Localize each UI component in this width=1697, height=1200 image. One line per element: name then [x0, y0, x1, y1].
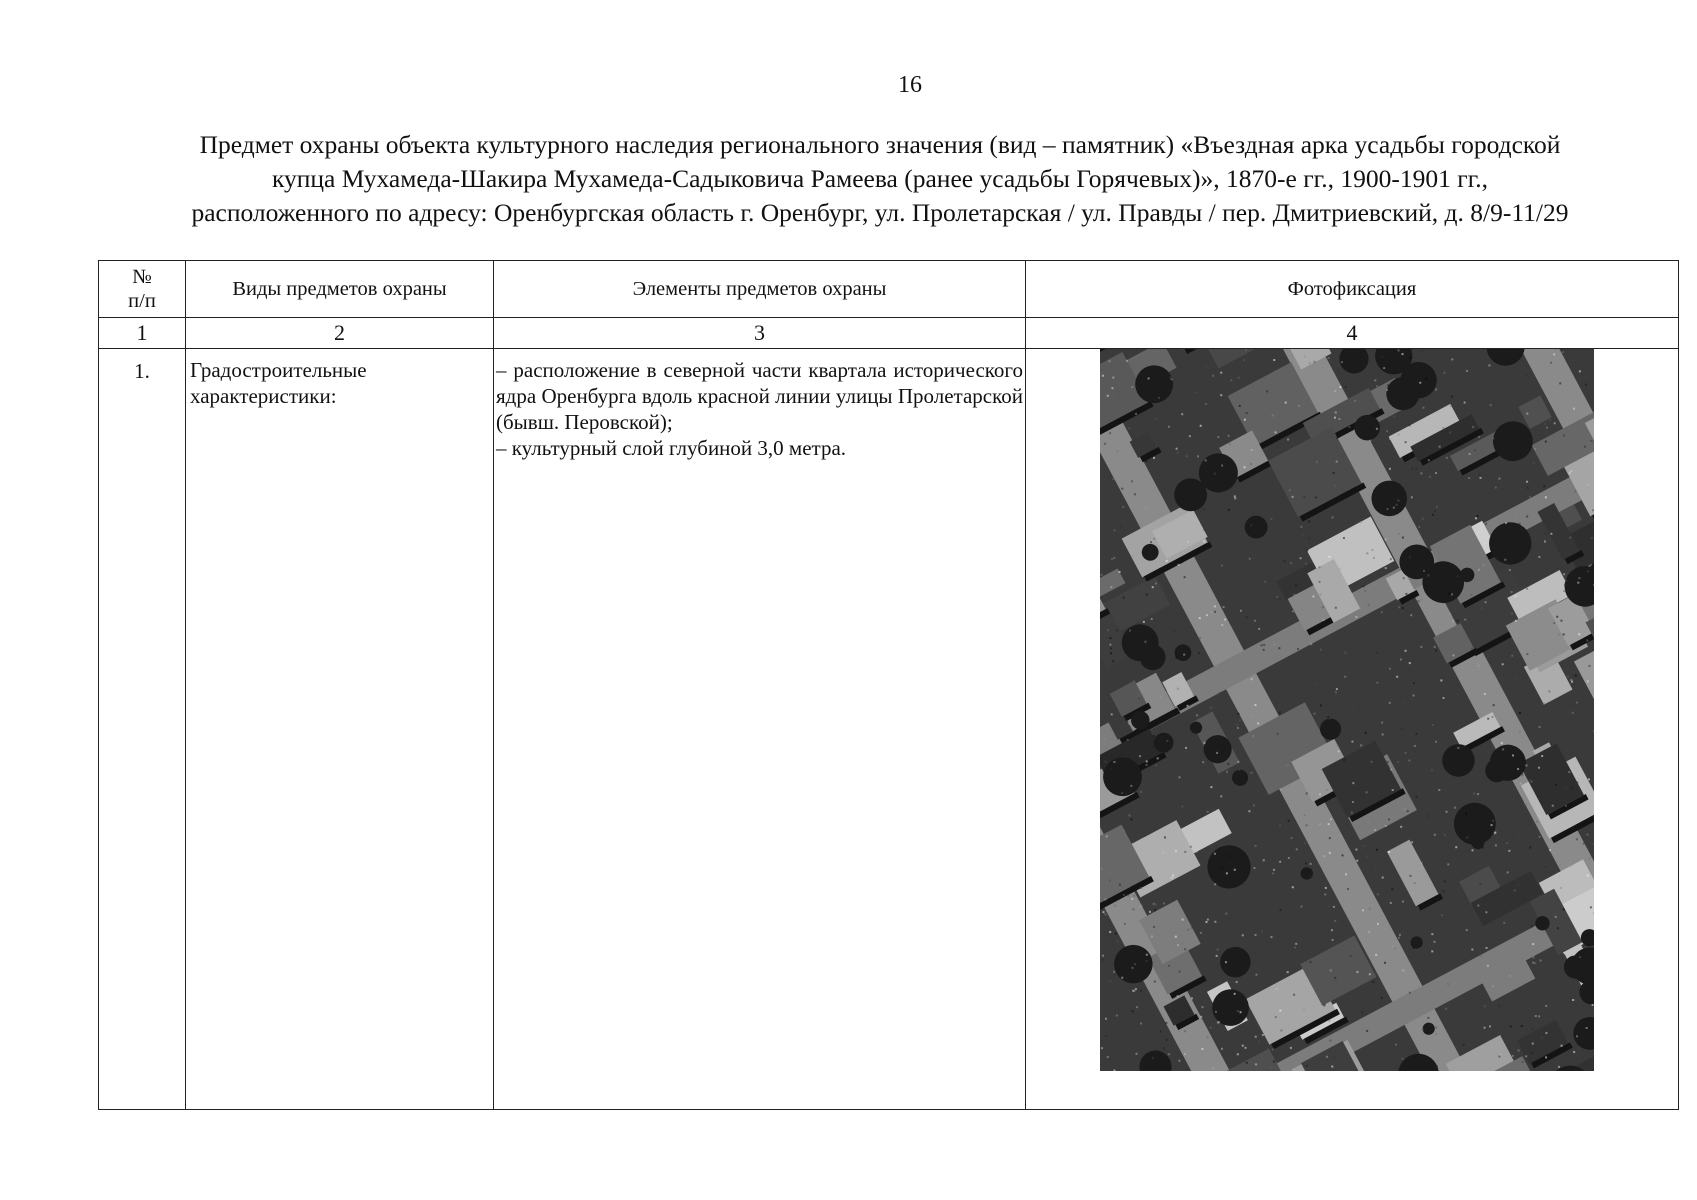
header-elements: Элементы предметов охраны	[494, 261, 1026, 318]
protection-elements	[494, 349, 1026, 1110]
table-row	[99, 349, 1679, 1110]
column-number-row	[99, 318, 1679, 349]
page-number: 16	[898, 72, 922, 98]
aerial-photo	[1100, 349, 1594, 1071]
column-number: 3	[494, 318, 1026, 349]
column-number: 4	[1026, 318, 1679, 349]
title-line-3: расположенного по адресу: Оренбургская область г. Оренбург, ул. Пролетарская / ул. Правды / пер. Дмитриевский, д. 8/9-11/29	[191, 198, 1569, 227]
header-number: № п/п	[99, 261, 186, 318]
row-number: 1.	[99, 349, 186, 1110]
header-photo: Фотофиксация	[1026, 261, 1679, 318]
title-line-2: купца Мухамеда-Шакира Мухамеда-Садыковича Рамеева (ранее усадьбы Горячевых)», 1870-е гг., 1900-1901 гг.,	[271, 164, 1489, 193]
element-item: – расположение в северной части квартала исторического ядра Оренбурга вдоль красной линии улицы Пролетарской (бывш. Перовской);	[496, 358, 1023, 434]
protection-table	[98, 260, 1679, 1110]
title-line-1: Предмет охраны объекта культурного наследия регионального значения (вид – памятник) «Въездная арка усадьбы городской	[199, 130, 1561, 159]
protection-kind: Градостроительные характеристики:	[186, 349, 494, 1110]
photo-cell	[1026, 349, 1679, 1110]
document-title	[90, 128, 1670, 230]
column-number: 2	[186, 318, 494, 349]
header-kinds: Виды предметов охраны	[186, 261, 494, 318]
element-item: – культурный слой глубиной 3,0 метра.	[496, 436, 847, 460]
table-header-row	[99, 261, 1679, 318]
column-number: 1	[99, 318, 186, 349]
